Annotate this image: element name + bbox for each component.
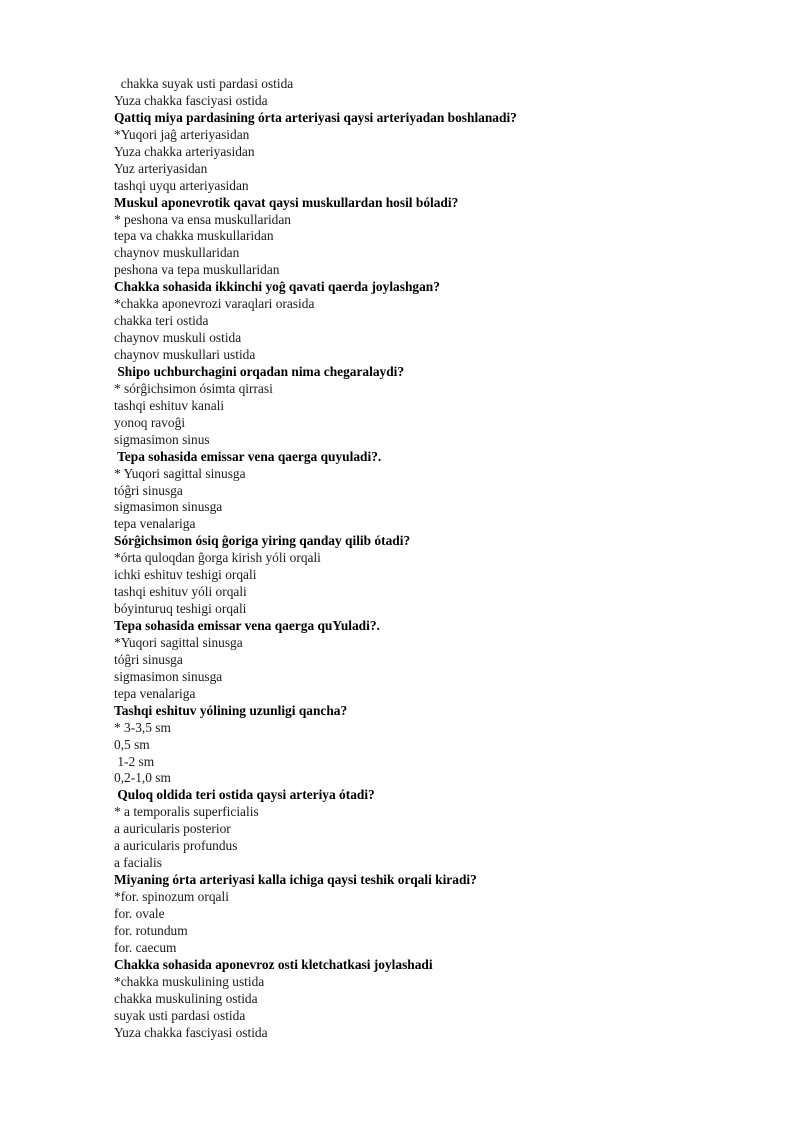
answer-line: sigmasimon sinusga [114,499,223,515]
answer-line: tashqi eshituv yóli orqali [114,584,247,600]
answer-line: Yuz arteriyasidan [114,160,208,176]
question-line: Chakka sohasida ikkinchi yoĝ qavati qaerda joylashgan? [114,279,440,295]
question-line: Shipo uchburchagini orqadan nima chegaralaydi? [114,363,405,379]
answer-line: * Yuqori sagittal sinusga [114,465,246,481]
question-line: Muskul aponevrotik qavat qaysi muskullardan hosil bóladi? [114,194,459,210]
question-line: Tepa sohasida emissar vena qaerga quYuladi?. [114,618,380,633]
answer-line: * peshona va ensa muskullaridan [114,211,292,227]
answer-line: *for. spinozum orqali [114,889,229,904]
question-line: Tepa sohasida emissar vena qaerga quyuladi?. [114,448,382,464]
answer-line: sigmasimon sinusga [114,668,223,684]
answer-line: 1-2 sm [114,753,155,769]
question-line: Chakka sohasida aponevroz osti kletchatkasi joylashadi [114,956,433,972]
answer-line: chaynov muskullaridan [114,245,240,261]
answer-line: a facialis [114,855,162,871]
question-line: Quloq oldida teri ostida qaysi arteriya ótadi? [114,787,375,803]
answer-line: *chakka aponevrozi varaqlari orasida [114,296,315,312]
answer-line: 0,2-1,0 sm [114,770,171,786]
answer-line: yonoq ravoĝi [114,414,186,430]
answer-line: * 3-3,5 sm [114,719,171,735]
answer-line: suyak usti pardasi ostida [114,1007,246,1023]
answer-line: 0,5 sm [114,736,150,752]
answer-line: * a temporalis superficialis [114,804,259,820]
answer-line: Yuza chakka fasciyasi ostida [114,1024,268,1040]
answer-line: chakka teri ostida [114,313,209,329]
answer-line: Yuza chakka fasciyasi ostida [114,92,268,108]
answer-line: chakka muskulining ostida [114,990,258,1006]
answer-line: a auricularis posterior [114,821,231,837]
answer-line: for. ovale [114,905,165,921]
answer-line: tóĝri sinusga [114,482,183,498]
question-line: Miyaning órta arteriyasi kalla ichiga qaysi teshik orqali kiradi? [114,872,477,888]
answer-line: ichki eshituv teshigi orqali [114,567,257,583]
answer-line: tashqi uyqu arteriyasidan [114,177,249,193]
answer-line: *chakka muskulining ustida [114,973,265,989]
document-body [114,76,754,1041]
answer-line: tashqi eshituv kanali [114,397,225,413]
answer-line: Yuza chakka arteriyasidan [114,143,255,159]
answer-line: peshona va tepa muskullaridan [114,262,280,278]
answer-line: *órta quloqdan ĝorga kirish yóli orqali [114,550,321,566]
answer-line: * sórĝichsimon ósimta qirrasi [114,380,273,396]
answer-line: chakka suyak usti pardasi ostida [114,76,294,91]
question-line: Sórĝichsimon ósiq ĝoriga yiring qanday qilib ótadi? [114,533,411,549]
answer-line: chaynov muskullari ustida [114,347,256,362]
answer-line: *Yuqori jaĝ arteriyasidan [114,126,250,142]
answer-line: chaynov muskuli ostida [114,330,242,346]
answer-line: for. rotundum [114,922,188,938]
answer-line: for. caecum [114,939,177,955]
answer-line: a auricularis profundus [114,838,238,854]
answer-line: sigmasimon sinus [114,431,210,447]
question-line: Qattiq miya pardasining órta arteriyasi qaysi arteriyadan boshlanadi? [114,109,517,125]
answer-line: *Yuqori sagittal sinusga [114,634,243,650]
answer-line: tepa venalariga [114,516,196,532]
answer-line: tepa va chakka muskullaridan [114,228,274,244]
answer-line: bóyinturuq teshigi orqali [114,601,247,617]
question-line: Tashqi eshituv yólining uzunligi qancha? [114,702,348,718]
answer-line: tepa venalariga [114,685,196,701]
answer-line: tóĝri sinusga [114,651,183,667]
